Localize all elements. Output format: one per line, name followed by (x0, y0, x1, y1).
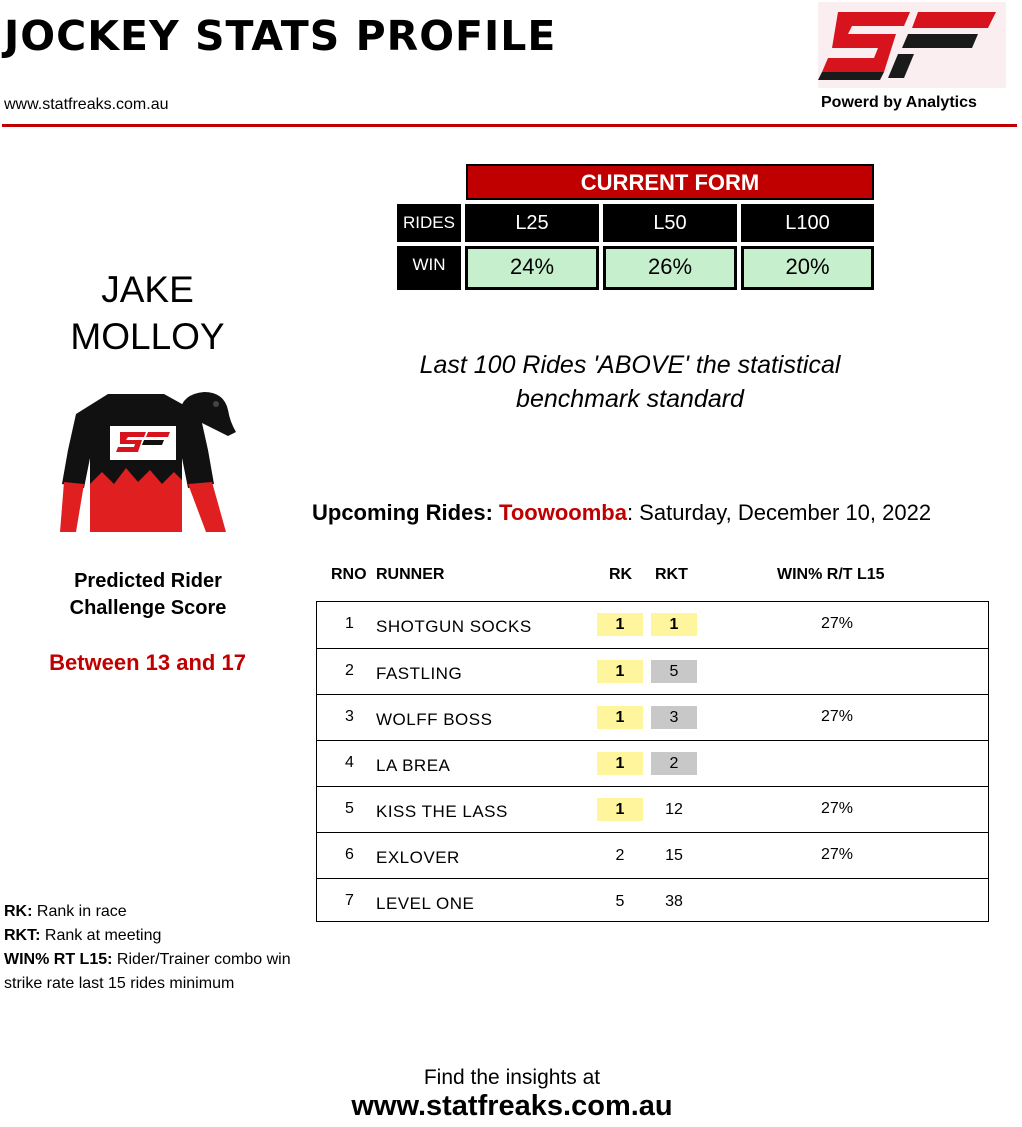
row-win: 27% (820, 615, 854, 632)
table-row (317, 878, 988, 924)
win-value-l25: 24% (465, 246, 599, 290)
legend-rk-text: Rank in race (32, 903, 127, 920)
score-title-line1: Predicted Rider (74, 570, 222, 592)
footer-text: Find the insights at (423, 1066, 601, 1089)
rides-table (316, 601, 989, 922)
row-rkt: 12 (665, 801, 683, 818)
benchmark-line2: benchmark standard (516, 385, 744, 413)
row-rkt: 5 (651, 660, 697, 683)
benchmark-statement (330, 348, 930, 416)
legend-rk-key: RK: (4, 903, 33, 920)
row-runner: LEVEL ONE (376, 894, 475, 913)
legend-win (4, 948, 294, 996)
row-runner: WOLFF BOSS (376, 710, 493, 729)
row-win: 27% (820, 708, 854, 725)
row-win: 27% (820, 846, 854, 863)
row-rno: 7 (345, 892, 354, 909)
score-title (30, 568, 266, 622)
win-label: WIN (397, 246, 461, 290)
legend-rkt-text: Rank at meeting (40, 927, 162, 944)
row-rkt: 15 (665, 847, 683, 864)
form-col-l100: L100 (741, 204, 874, 242)
row-rkt: 3 (651, 706, 697, 729)
win-value-l100: 20% (741, 246, 874, 290)
form-col-l25: L25 (465, 204, 599, 242)
sf-logo-icon (818, 2, 1006, 88)
row-rk: 1 (597, 613, 643, 636)
row-rkt: 2 (651, 752, 697, 775)
page-title: JOCKEY STATS PROFILE (4, 12, 557, 60)
legend-win-key: WIN% RT L15: (4, 951, 113, 968)
site-url[interactable]: www.statfreaks.com.au (4, 96, 169, 113)
rides-label: RIDES (397, 204, 461, 242)
legend-rkt-key: RKT: (4, 927, 41, 944)
col-header-rkt: RKT (655, 566, 688, 583)
row-rk: 1 (597, 706, 643, 729)
score-title-line2: Challenge Score (69, 597, 227, 619)
table-row (317, 648, 988, 694)
benchmark-line1: Last 100 Rides 'ABOVE' the statistical (419, 351, 841, 379)
legend (4, 900, 294, 996)
row-win: 27% (820, 800, 854, 817)
rider-last-name: MOLLOY (70, 316, 225, 357)
row-rk: 5 (615, 893, 625, 910)
table-row (317, 602, 988, 648)
powered-by-label: Powerd by Analytics (821, 94, 977, 111)
rider-first-name: JAKE (101, 269, 194, 310)
upcoming-rides-heading (312, 500, 931, 526)
row-rk: 1 (597, 660, 643, 683)
col-header-runner: RUNNER (376, 566, 445, 583)
current-form-header: CURRENT FORM (466, 164, 874, 200)
legend-rk (4, 900, 294, 924)
row-rno: 1 (345, 615, 354, 632)
col-header-rk: RK (609, 566, 633, 583)
row-rno: 2 (345, 662, 354, 679)
row-rno: 3 (345, 708, 354, 725)
row-rno: 5 (345, 800, 354, 817)
row-rk: 1 (597, 798, 643, 821)
row-runner: LA BREA (376, 756, 451, 775)
table-row (317, 694, 988, 740)
row-rno: 4 (345, 754, 354, 771)
table-row (317, 786, 988, 832)
win-value-l50: 26% (603, 246, 737, 290)
upcoming-date: : Saturday, December 10, 2022 (626, 500, 932, 525)
row-runner: FASTLING (376, 664, 463, 683)
row-rk: 1 (597, 752, 643, 775)
col-header-win: WIN% R/T L15 (777, 566, 885, 583)
col-header-rno: RNO (331, 566, 367, 583)
row-runner: KISS THE LASS (376, 802, 508, 821)
jockey-silks-icon (58, 388, 240, 541)
row-rno: 6 (345, 846, 354, 863)
form-col-l50: L50 (603, 204, 737, 242)
header-divider (2, 124, 1017, 127)
legend-rkt (4, 924, 294, 948)
footer-url[interactable]: www.statfreaks.com.au (351, 1090, 673, 1122)
rider-name (40, 266, 255, 360)
row-rkt: 38 (665, 893, 683, 910)
upcoming-label: Upcoming Rides: (312, 500, 493, 525)
table-row (317, 740, 988, 786)
row-rk: 2 (615, 847, 625, 864)
upcoming-venue: Toowoomba (499, 500, 627, 525)
row-runner: EXLOVER (376, 848, 460, 867)
legend-win-text: Rider/Trainer combo win strike rate last 15 rides minimum (4, 951, 291, 992)
score-value: Between 13 and 17 (49, 650, 246, 675)
table-row (317, 832, 988, 878)
row-rkt: 1 (651, 613, 697, 636)
row-runner: SHOTGUN SOCKS (376, 617, 532, 636)
